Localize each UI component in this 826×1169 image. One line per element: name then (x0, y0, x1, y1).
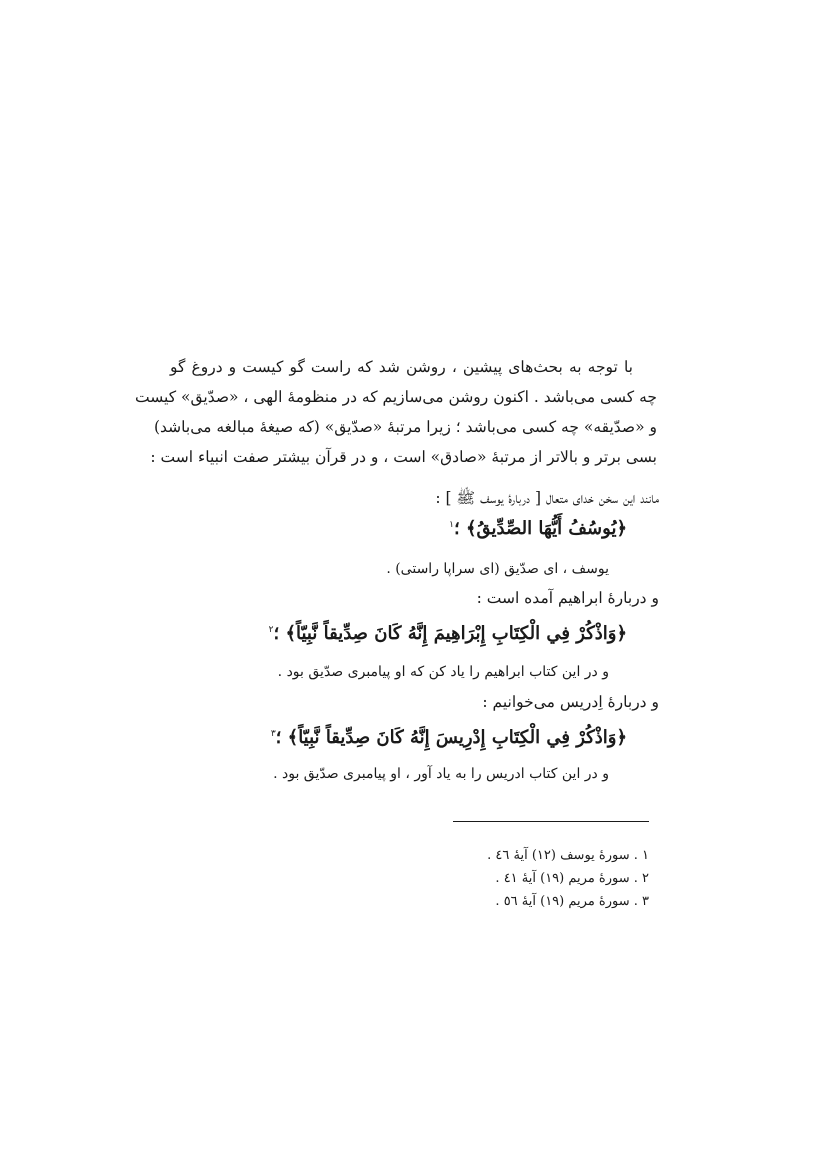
body-paragraph (134, 352, 657, 472)
intro-idris: و دربارهٔ اِدریس می‌خوانیم : (482, 693, 659, 711)
translation-idris: و در این کتاب ادریس را به یاد آور ، او پیامبری صدّیق بود . (273, 766, 609, 782)
footnote-3: ٣ . سورهٔ مریم (١٩) آیهٔ ٥٦ . (495, 894, 649, 909)
paragraph-line: چه کسی می‌باشد . اکنون روشن می‌سازیم که در منظومهٔ الهی ، «صدّیق» کیست (134, 388, 657, 406)
verse-idris (271, 720, 627, 752)
intro-yusuf: مانند این سخن خدای متعال [ دربارهٔ یوسف ﷺ ] : (435, 489, 659, 507)
translation-yusuf: یوسف ، ای صدّیق (ای سراپا راستی) . (386, 561, 609, 577)
verse-yusuf (449, 511, 627, 543)
verse-text: ﴿وَاذْكُرْ فِي الْكِتَابِ إِبْرَاهِيمَ إِنَّهُ كَانَ صِدِّيقاً نَّبِيّاً﴾ ؛ (273, 623, 627, 644)
verse-text: ﴿وَاذْكُرْ فِي الْكِتَابِ إِدْرِيسَ إِنَّهُ كَانَ صِدِّيقاً نَّبِيّاً﴾ ؛ (275, 727, 627, 748)
paragraph-line: بسی برتر و بالاتر از مرتبهٔ «صادق» است ، و در قرآن بیشتر صفت انبیاء است : (150, 448, 657, 466)
footnote-1: ١ . سورهٔ یوسف (١٢) آیهٔ ٤٦ . (487, 848, 649, 863)
footnote-ref: ٣ (270, 729, 276, 739)
footnote-2: ٢ . سورهٔ مریم (١٩) آیهٔ ٤١ . (495, 871, 649, 886)
paragraph-line: با توجه به بحث‌های پیشین ، روشن شد که راست گو کیست و دروغ گو (170, 358, 633, 376)
translation-ibrahim: و در این کتاب ابراهیم را یاد کن که او پیامبری صدّیق بود . (277, 664, 609, 680)
footnote-ref: ٢ (268, 625, 274, 635)
verse-ibrahim (269, 616, 627, 648)
footnote-separator (453, 821, 649, 822)
verse-text: ﴿يُوسُفُ أَيُّهَا الصِّدِّيقُ﴾ ؛ (454, 518, 627, 539)
intro-ibrahim: و دربارهٔ ابراهیم آمده است : (476, 589, 659, 607)
paragraph-line: و «صدّیقه» چه کسی می‌باشد ؛ زیرا مرتبهٔ «صدّیق» (که صیغهٔ مبالغه می‌باشد) (154, 418, 657, 436)
footnote-ref: ١ (449, 520, 454, 530)
